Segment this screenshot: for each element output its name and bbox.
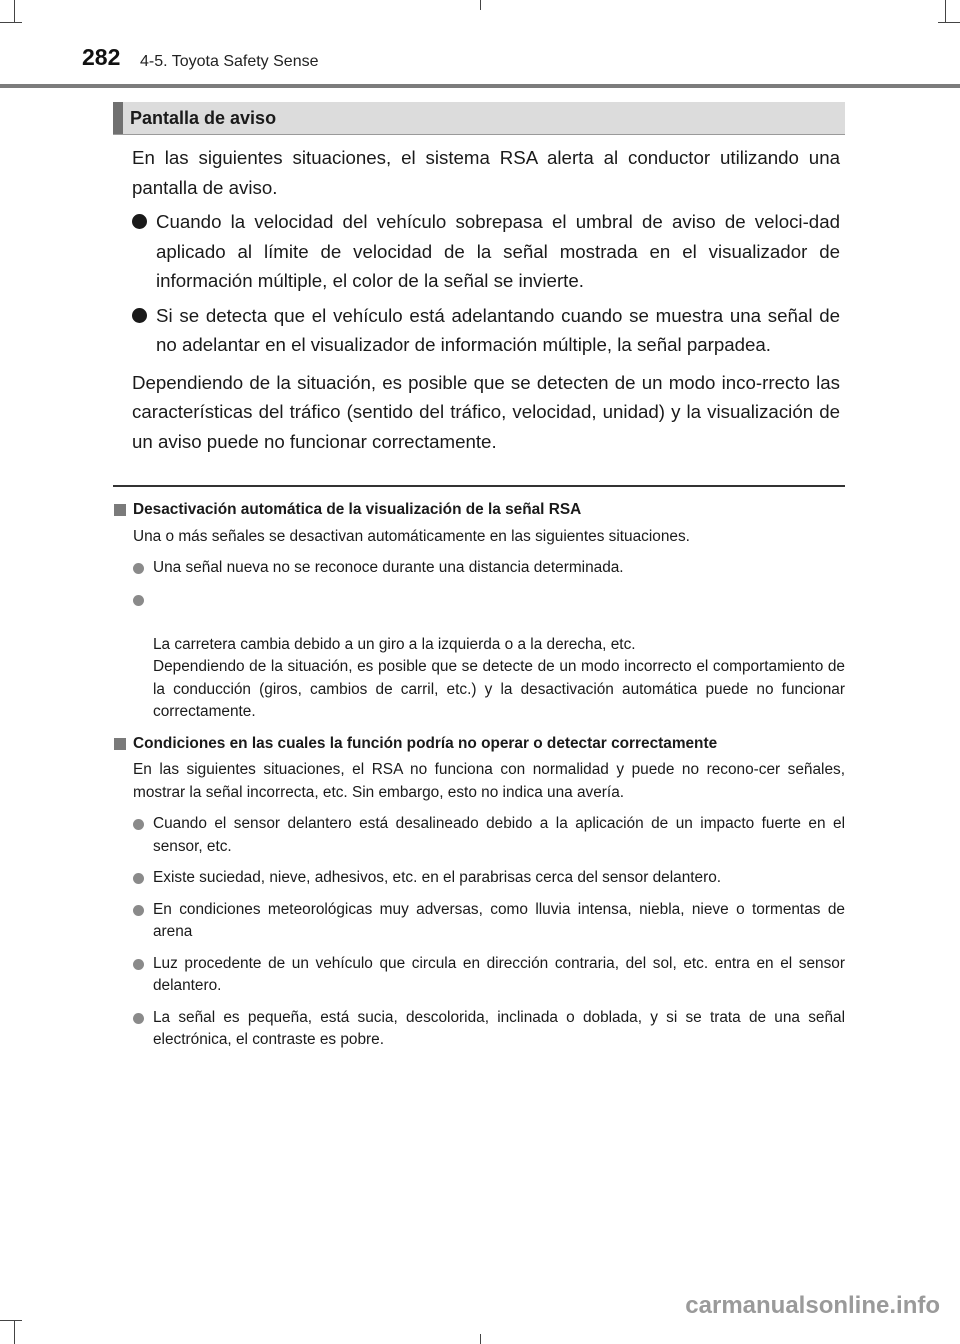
note-title — [113, 733, 845, 756]
list-item-text: Cuando el sensor delantero está desalineado debido a la aplicación de un impacto fuerte en el sensor, etc. — [153, 815, 845, 855]
list-item-text: Existe suciedad, nieve, adhesivos, etc. en el parabrisas cerca del sensor delantero. — [153, 869, 722, 886]
crop-mark — [0, 1320, 22, 1321]
bullet-icon — [132, 214, 147, 229]
chapter-title: 4-5. Toyota Safety Sense — [140, 53, 319, 70]
list-item — [113, 899, 845, 944]
header-rule — [0, 84, 960, 88]
list-item — [113, 557, 845, 580]
list-item — [113, 867, 845, 890]
bullet-icon — [133, 1013, 144, 1024]
section-body — [132, 143, 840, 456]
note-body: En las siguientes situaciones, el RSA no funciona con normalidad y puede no recono-cer señales, mostrar la señal incorrecta, etc. Sin embargo, esto no indica una avería. — [133, 761, 845, 801]
list-item — [113, 589, 845, 724]
list-item-text: Una señal nueva no se reconoce durante una distancia determinada. — [153, 559, 624, 576]
bullet-item — [132, 301, 840, 360]
crop-mark — [938, 22, 960, 23]
crop-mark — [14, 1320, 15, 1344]
notes — [113, 499, 845, 1052]
section-heading — [113, 102, 845, 135]
section-divider — [113, 485, 845, 487]
note-title — [113, 499, 845, 522]
page-number: 282 — [82, 44, 121, 70]
bullet-text: Si se detecta que el vehículo está adelantando cuando se muestra una señal de no adelantar en el visualizador de información múltiple, la señal parpadea. — [156, 304, 840, 355]
list-item-text: La carretera cambia debido a un giro a la izquierda o a la derecha, etc. Dependiendo de la situación, es posible que se detecte de un modo incorrecto el comportamiento de la conducción (giros, cambios de carril, etc.) y la desactivación automática puede no funcionar correctamente. — [153, 635, 845, 720]
list-item-text: Luz procedente de un vehículo que circula en dirección contraria, del sol, etc. entra en el sensor delantero. — [153, 954, 845, 994]
note-title-text: Desactivación automática de la visualización de la señal RSA — [133, 501, 582, 518]
bullet-icon — [133, 595, 144, 606]
intro-paragraph: En las siguientes situaciones, el sistema RSA alerta al conductor utilizando una pantalla de aviso. — [132, 147, 840, 198]
watermark: carmanualsonline.info — [685, 1292, 940, 1319]
section-heading-bar — [113, 102, 123, 134]
list-item — [113, 1007, 845, 1052]
bullet-item — [132, 207, 840, 296]
square-icon — [114, 738, 126, 750]
crop-mark — [0, 22, 22, 23]
crop-mark — [945, 0, 946, 22]
bullet-text: Cuando la velocidad del vehículo sobrepasa el umbral de aviso de veloci-dad aplicado al límite de velocidad de la señal mostrada en el visualizador de información múltiple, el color de la señal se invierte. — [156, 211, 840, 291]
bullet-icon — [133, 873, 144, 884]
note-title-text: Condiciones en las cuales la función podría no operar o detectar correctamente — [133, 734, 718, 752]
closing-paragraph: Dependiendo de la situación, es posible que se detecten de un modo inco-rrecto las características del tráfico (sentido del tráfico, velocidad, unidad) y la visualización de un aviso puede no funcionar correctamente. — [132, 371, 840, 452]
section-title: Pantalla de aviso — [130, 108, 277, 128]
crop-mark — [14, 0, 15, 22]
crop-mark — [480, 1334, 481, 1344]
bullet-icon — [133, 905, 144, 916]
list-item — [113, 953, 845, 998]
list-item — [113, 813, 845, 858]
list-item-text: En condiciones meteorológicas muy adversas, como lluvia intensa, niebla, nieve o tormentas de arena — [153, 900, 845, 940]
bullet-icon — [133, 819, 144, 830]
note-body: Una o más señales se desactivan automáticamente en las siguientes situaciones. — [133, 527, 690, 545]
crop-mark — [480, 0, 481, 10]
list-item-text: La señal es pequeña, está sucia, descolorida, inclinada o doblada, y si se trata de una señal electrónica, el contraste es pobre. — [153, 1008, 845, 1048]
bullet-icon — [133, 959, 144, 970]
square-icon — [114, 504, 126, 516]
bullet-icon — [132, 308, 147, 323]
bullet-icon — [133, 563, 144, 574]
